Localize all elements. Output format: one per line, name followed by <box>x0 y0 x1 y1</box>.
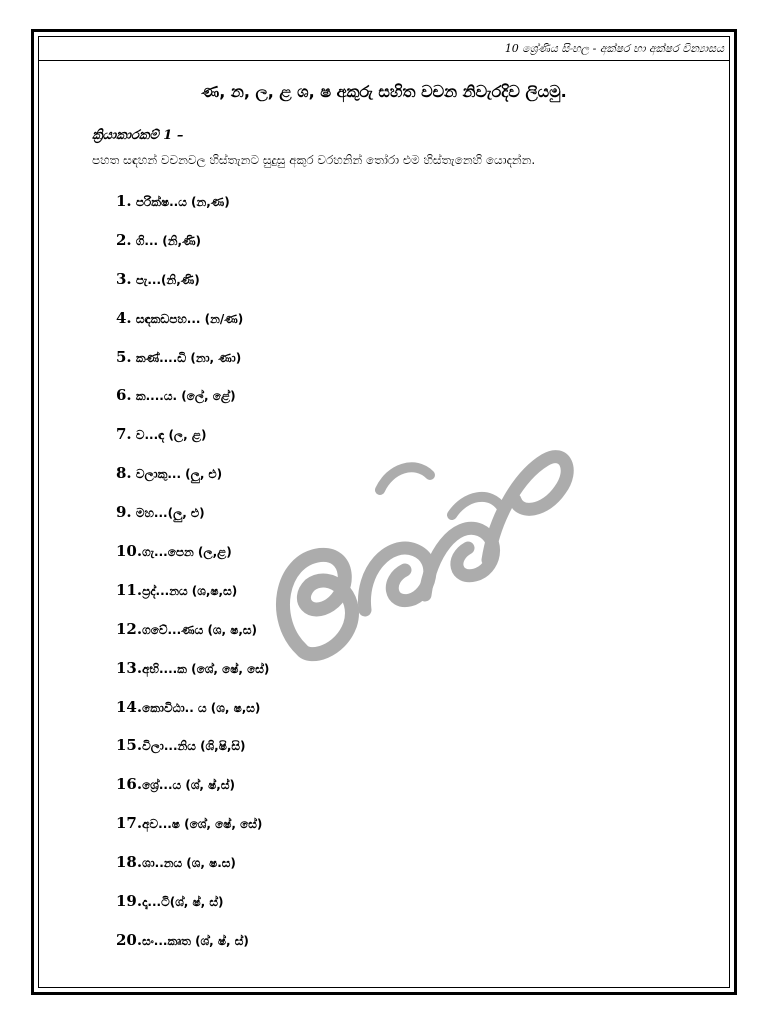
exercise-item <box>116 421 269 460</box>
page-title: ණ, න, ල, ළ ශ, ෂ අකුරු සහිත වචන නිවැරදිව ලියමු. <box>201 82 567 101</box>
exercise-item <box>116 732 269 771</box>
item-text: පැ...(නි,ණි) <box>131 272 200 287</box>
item-number: 3. <box>116 269 132 288</box>
exercise-item <box>116 305 269 344</box>
item-number: 16. <box>116 775 143 794</box>
exercise-item <box>116 227 269 266</box>
exercise-item <box>116 499 269 538</box>
exercise-item <box>116 888 269 927</box>
item-text: පරික්ෂ..ය (න,ණ) <box>131 195 230 209</box>
item-text: ගවේ...ණය (ශ, ෂ,ස) <box>142 622 258 637</box>
exercise-item <box>116 577 269 616</box>
item-text: දෘ...ටි(ශ්, ෂ්, ස්) <box>142 895 224 910</box>
item-number: 19. <box>116 892 143 911</box>
item-number: 1. <box>116 192 132 210</box>
item-number: 7. <box>116 425 132 444</box>
item-number: 15. <box>116 736 143 755</box>
item-text: සං...කෘත (ශ්, ෂ්, ස්) <box>142 933 249 948</box>
exercise-item <box>116 849 269 888</box>
item-text: ප්‍රද්...නය (ශ,ෂ,ස) <box>142 583 238 598</box>
item-text: ශ්‍රේ...ය (ශ්, ෂ්,ස්) <box>142 778 235 793</box>
exercise-item <box>116 344 269 383</box>
item-number: 12. <box>116 619 143 638</box>
activity-heading: ක්‍රියාකාරකම් 1 – <box>92 128 184 143</box>
item-text: සඳකඩපහ... (න/ණ) <box>131 311 244 326</box>
item-number: 8. <box>116 464 132 483</box>
item-number: 4. <box>116 308 132 327</box>
item-text: අභි....ක (ශේ, ෂේ, සේ) <box>142 661 270 676</box>
item-number: 6. <box>116 386 132 405</box>
item-text: විලා...නිය (ශි,ෂි,සි) <box>142 739 246 754</box>
item-text: කොවිඨා.. ය (ශ, ෂ,ස) <box>142 700 261 715</box>
exercise-item <box>116 655 269 694</box>
item-number: 10. <box>116 542 143 561</box>
item-text: අව...ෂ (ශේ, ෂේ, සේ) <box>142 817 263 832</box>
item-number: 5. <box>116 347 132 366</box>
item-text: ගි... (නි,ණි) <box>131 233 202 248</box>
item-number: 18. <box>116 853 143 872</box>
item-text: ව...ඳ (ල, ළ) <box>131 428 207 443</box>
item-number: 11. <box>116 580 143 599</box>
item-text: ක....ය. (ලේ, ළේ) <box>131 389 236 404</box>
exercise-item <box>116 694 269 733</box>
item-text: ශා..නය (ශ, ෂ.ස) <box>142 856 236 871</box>
item-number: 14. <box>116 697 143 716</box>
exercise-item <box>116 771 269 810</box>
item-number: 17. <box>116 814 143 833</box>
exercise-item <box>116 616 269 655</box>
item-number: 9. <box>116 503 132 522</box>
exercise-list <box>116 188 269 966</box>
item-number: 13. <box>116 658 143 677</box>
exercise-item <box>116 927 269 966</box>
header-divider <box>38 60 730 61</box>
item-text: ගැ...පෙන (ල,ළ) <box>142 545 232 560</box>
exercise-item <box>116 538 269 577</box>
exercise-item <box>116 460 269 499</box>
exercise-item <box>116 266 269 305</box>
exercise-item <box>116 810 269 849</box>
activity-instruction: පහත සඳහන් වචනවල හිස්තැනට සුදුසු අකුර වරහනින් තෝරා එම හිස්තැනෙහි යොදන්න. <box>92 153 536 167</box>
item-number: 20. <box>116 930 143 949</box>
exercise-item <box>116 188 269 227</box>
exercise-item <box>116 382 269 421</box>
item-text: කණ්....ඩි (නා, ණා) <box>131 350 242 365</box>
header-note: 10 ශ්‍රේණිය සිංහල - අක්ෂර හා අක්ෂර වින්‍යාසය <box>504 42 724 55</box>
item-text: වලාකු... (ලු, ළු) <box>131 467 223 482</box>
item-number: 2. <box>116 230 132 249</box>
item-text: මහ...(ලු, ළු) <box>131 506 205 521</box>
